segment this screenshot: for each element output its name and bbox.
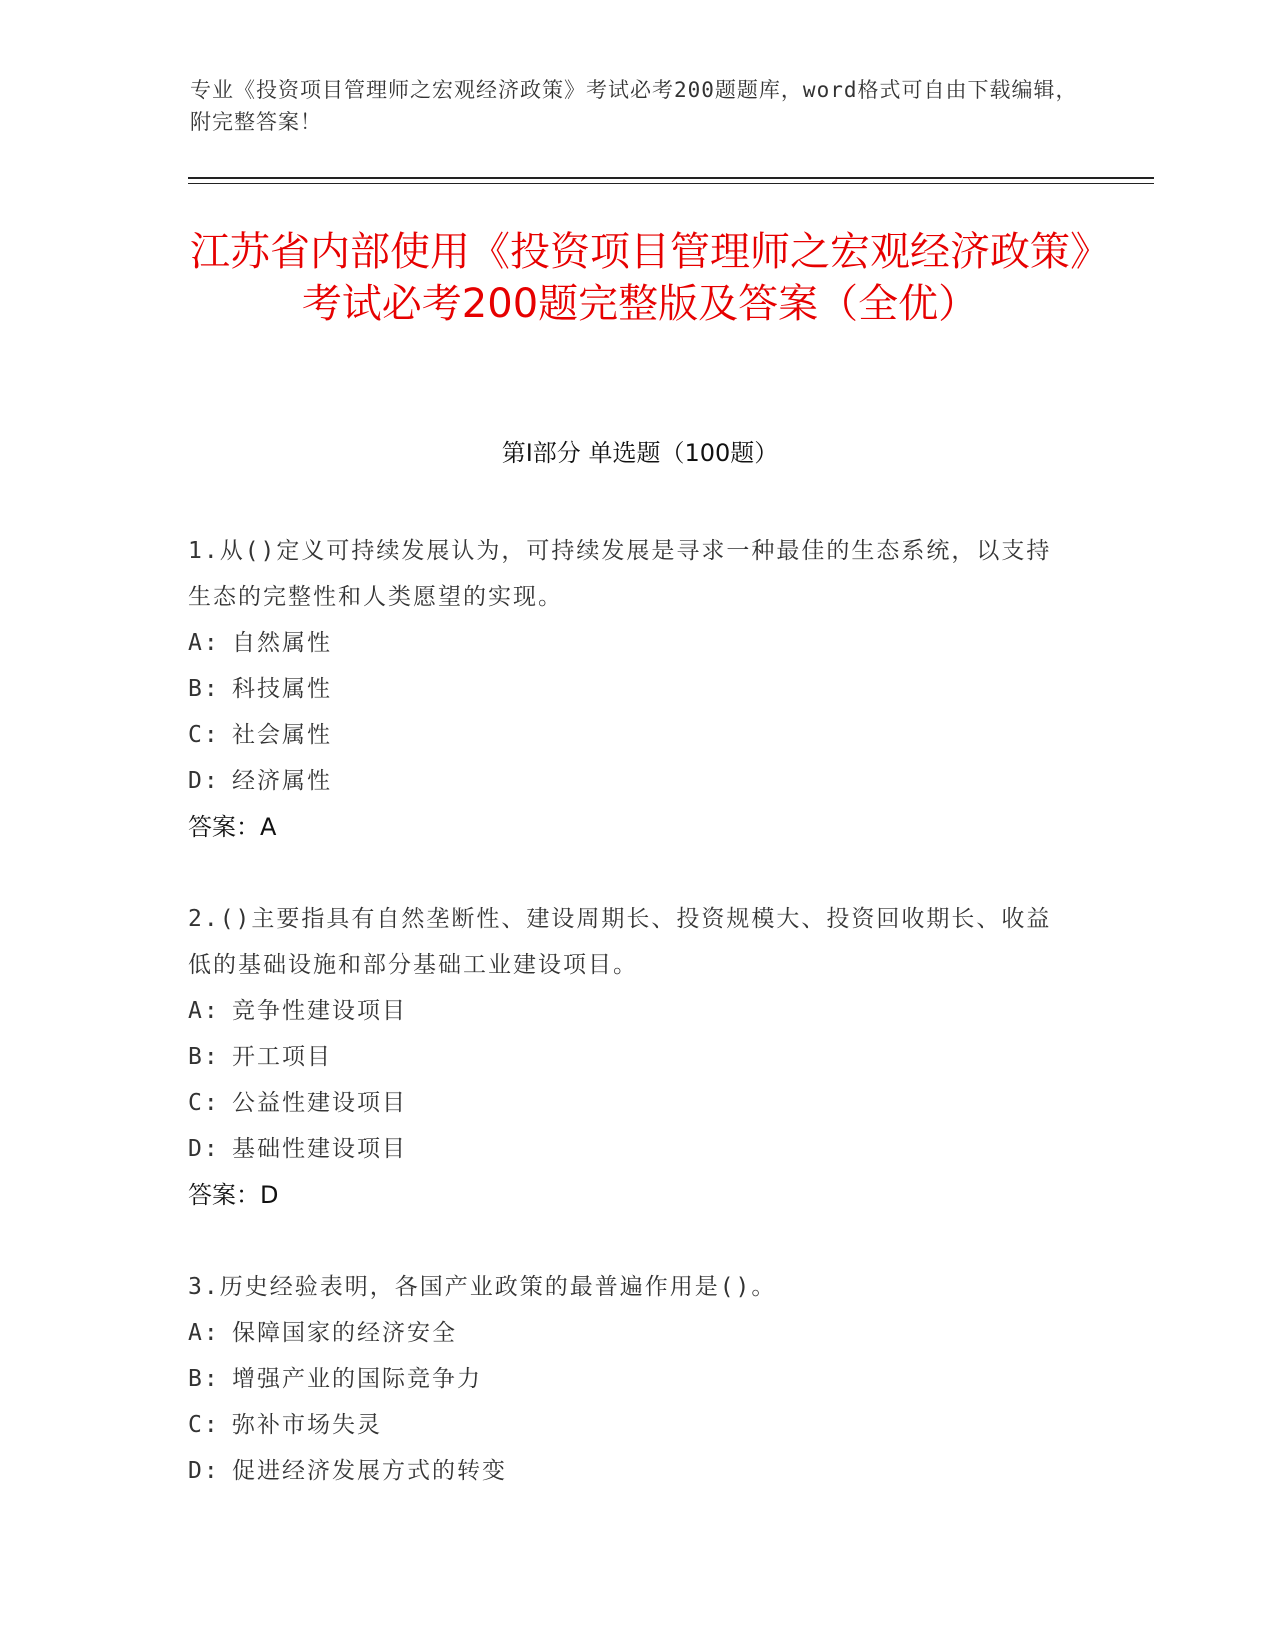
option-text: 保障国家的经济安全 xyxy=(232,1320,457,1346)
option-d xyxy=(188,1448,1068,1494)
question-stem: 1.从()定义可持续发展认为，可持续发展是寻求一种最佳的生态系统，以支持生态的完整性和人类愿望的实现。 xyxy=(188,538,1052,610)
option-letter: A: xyxy=(188,998,220,1024)
option-letter: C: xyxy=(188,722,220,748)
option-b xyxy=(188,1034,1068,1080)
option-text: 经济属性 xyxy=(232,768,332,794)
section-heading: 第I部分 单选题（100题） xyxy=(501,439,779,467)
option-text: 社会属性 xyxy=(232,722,332,748)
option-letter: D: xyxy=(188,1136,220,1162)
answer: 答案：A xyxy=(188,813,277,841)
option-a xyxy=(188,620,1068,666)
option-text: 弥补市场失灵 xyxy=(232,1412,382,1438)
question-stem: 2.()主要指具有自然垄断性、建设周期长、投资规模大、投资回收期长、收益低的基础设施和部分基础工业建设项目。 xyxy=(188,906,1052,978)
option-letter: B: xyxy=(188,676,220,702)
option-letter: B: xyxy=(188,1366,220,1392)
header-note: 专业《投资项目管理师之宏观经济政策》考试必考200题题库，word格式可自由下载编辑，附完整答案！ xyxy=(190,78,1078,134)
option-a xyxy=(188,988,1068,1034)
option-c xyxy=(188,1402,1068,1448)
header-divider-thick xyxy=(188,177,1154,179)
option-letter: C: xyxy=(188,1412,220,1438)
option-text: 公益性建设项目 xyxy=(232,1090,407,1116)
answer: 答案：D xyxy=(188,1181,279,1209)
option-text: 自然属性 xyxy=(232,630,332,656)
option-b xyxy=(188,666,1068,712)
header-divider-thin xyxy=(188,183,1154,184)
option-text: 促进经济发展方式的转变 xyxy=(232,1458,507,1484)
option-text: 基础性建设项目 xyxy=(232,1136,407,1162)
option-letter: D: xyxy=(188,768,220,794)
question-1 xyxy=(188,528,1068,850)
option-d xyxy=(188,1126,1068,1172)
option-d xyxy=(188,758,1068,804)
option-letter: D: xyxy=(188,1458,220,1484)
option-letter: B: xyxy=(188,1044,220,1070)
option-c xyxy=(188,712,1068,758)
option-text: 增强产业的国际竞争力 xyxy=(232,1366,482,1392)
document-title: 江苏省内部使用《投资项目管理师之宏观经济政策》考试必考200题完整版及答案（全优） xyxy=(190,229,1090,327)
option-a xyxy=(188,1310,1068,1356)
option-letter: C: xyxy=(188,1090,220,1116)
option-letter: A: xyxy=(188,1320,220,1346)
question-list xyxy=(188,528,1068,1540)
option-letter: A: xyxy=(188,630,220,656)
question-2 xyxy=(188,896,1068,1218)
question-stem: 3.历史经验表明，各国产业政策的最普遍作用是()。 xyxy=(188,1274,777,1300)
question-3 xyxy=(188,1264,1068,1494)
option-text: 竞争性建设项目 xyxy=(232,998,407,1024)
option-text: 科技属性 xyxy=(232,676,332,702)
option-b xyxy=(188,1356,1068,1402)
option-text: 开工项目 xyxy=(232,1044,332,1070)
option-c xyxy=(188,1080,1068,1126)
